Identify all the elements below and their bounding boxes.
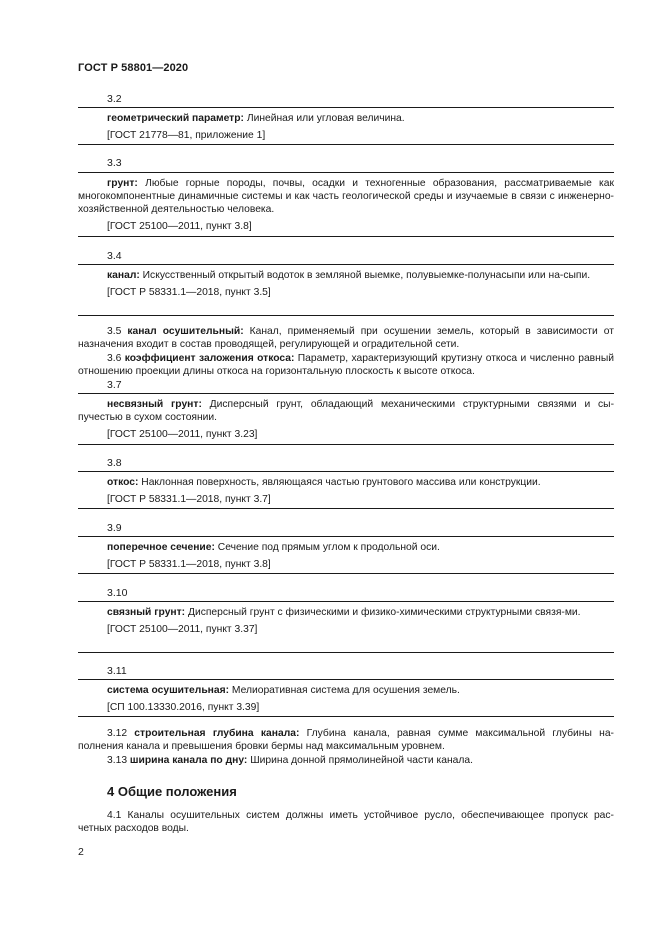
entry-number: 3.3 (107, 157, 122, 169)
term-name: геометрический параметр: (107, 113, 244, 124)
paragraph-number: 3.6 (107, 353, 122, 364)
section-heading: 4 Общие положения (107, 784, 237, 799)
definition-text: Канал, применяемый при осушении земель, который в зависимости от назначения входит в состав проводящей, регулирующей и оградительной сети. (78, 326, 614, 350)
entry-number: 3.11 (107, 665, 127, 677)
term-name: связный грунт: (107, 607, 186, 618)
term-definition (78, 177, 614, 216)
term-definition (78, 476, 614, 489)
definition-text: Сечение под прямым углом к продольной оси. (214, 542, 440, 553)
paragraph-3-6 (78, 352, 614, 378)
paragraph-number: 3.13 (107, 755, 128, 766)
term-entry-box (78, 536, 614, 574)
term-source: [ГОСТ Р 58331.1—2018, пункт 3.7] (107, 494, 271, 505)
paragraph-3-13 (78, 754, 614, 767)
term-entry-box (78, 679, 614, 717)
paragraph-text: 4.1 Каналы осушительных систем должны иметь устойчивое русло, обеспечивающее пропуск рас-четных расходов воды. (78, 810, 614, 834)
term-entry-box (78, 107, 614, 145)
definition-text: Линейная или угловая величина. (243, 113, 405, 124)
entry-number: 3.9 (107, 522, 122, 534)
term-name: канал: (107, 270, 140, 281)
entry-number: 3.8 (107, 457, 122, 469)
term-entry-box (78, 264, 614, 316)
term-source: [ГОСТ 25100—2011, пункт 3.8] (107, 221, 252, 232)
term-name: несвязный грунт: (107, 399, 202, 410)
term-name: система осушительная: (107, 685, 230, 696)
paragraph-number: 3.12 (107, 728, 128, 739)
term-source: [ГОСТ Р 58331.1—2018, пункт 3.8] (107, 559, 271, 570)
term-definition (78, 684, 614, 697)
term-definition (78, 398, 614, 424)
document-header: ГОСТ Р 58801—2020 (78, 62, 189, 74)
page-number: 2 (78, 846, 84, 858)
term-name: коэффициент заложения откоса: (124, 353, 295, 364)
paragraph-3-12 (78, 727, 614, 753)
entry-number: 3.10 (107, 587, 128, 599)
term-source: [ГОСТ 21778—81, приложение 1] (107, 130, 266, 141)
term-definition (78, 606, 614, 619)
term-source: [ГОСТ 25100—2011, пункт 3.23] (107, 429, 258, 440)
term-definition (78, 269, 614, 282)
definition-text: Наклонная поверхность, являющаяся частью грунтового массива или конструкции. (138, 477, 541, 488)
term-name: ширина канала по дну: (129, 755, 248, 766)
entry-number: 3.4 (107, 250, 122, 262)
definition-text: Ширина донной прямолинейной части канала. (247, 755, 473, 766)
definition-text: Параметр, характеризующий крутизну откоса и численно равный отношению проекции длины откоса на горизонтальную плоскость к высоте откоса. (78, 353, 614, 377)
term-entry-box (78, 172, 614, 237)
entry-number: 3.2 (107, 93, 122, 105)
term-entry-box (78, 471, 614, 509)
term-definition (78, 541, 614, 554)
term-name: строительная глубина канала: (134, 728, 300, 739)
definition-text: Любые горные породы, почвы, осадки и техногенные образования, рассматриваемые как многокомпонентные динамичные системы и как часть геологической среды и изучаемые в связи с инженерно-хозяйственной деятельностью человека. (78, 178, 614, 215)
term-name: поперечное сечение: (107, 542, 215, 553)
definition-text: Мелиоративная система для осушения земель. (229, 685, 460, 696)
term-source: [ГОСТ 25100—2011, пункт 3.37] (107, 624, 258, 635)
term-name: канал осушительный: (127, 326, 244, 337)
paragraph-3-5 (78, 325, 614, 351)
paragraph-4-1 (78, 809, 614, 835)
paragraph-number: 3.5 (107, 326, 122, 337)
term-source: [ГОСТ Р 58331.1—2018, пункт 3.5] (107, 287, 271, 298)
term-name: грунт: (107, 178, 138, 189)
term-source: [СП 100.13330.2016, пункт 3.39] (107, 702, 260, 713)
term-definition (78, 112, 614, 125)
definition-text: Искусственный открытый водоток в земляной выемке, полувыемке-полунасыпи или на-сыпи. (139, 270, 591, 281)
definition-text: Глубина канала, равная сумме максимальной глубины на-полнения канала и превышения бровки бермы над максимальным уровнем. (78, 728, 614, 752)
definition-text: Дисперсный грунт, обладающий механическими структурными связями и сы-пучестью в сухом состоянии. (78, 399, 614, 423)
term-name: откос: (107, 477, 139, 488)
definition-text: Дисперсный грунт с физическими и физико-химическими структурными связя-ми. (185, 607, 581, 618)
term-entry-box (78, 393, 614, 445)
entry-number: 3.7 (107, 379, 122, 391)
term-entry-box (78, 601, 614, 653)
